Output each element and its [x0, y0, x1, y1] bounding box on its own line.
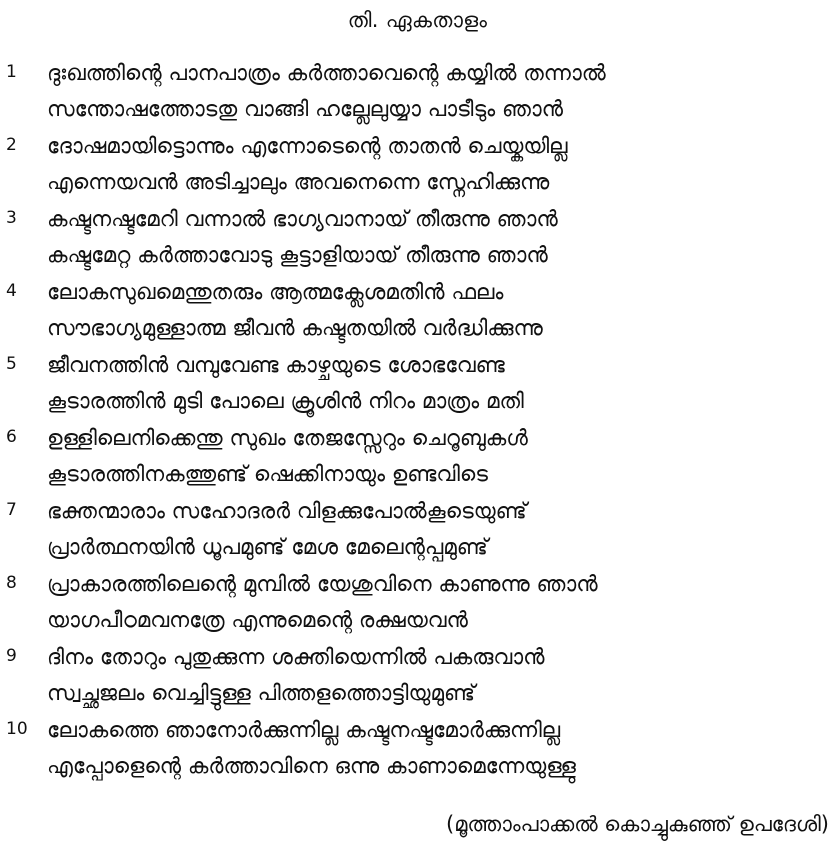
verse-number: 4	[6, 281, 17, 301]
verse	[0, 56, 835, 129]
verse-number: 1	[6, 62, 17, 82]
verse	[0, 202, 835, 275]
verse-number: 9	[6, 646, 17, 666]
verse-line: സന്തോഷത്തോടതു വാങ്ങി ഹല്ലേലുയ്യാ പാടീടും ഞാൻ	[47, 97, 564, 122]
verse-line: പ്രാകാരത്തിലെന്റെ മുമ്പിൽ യേശുവിനെ കാണുന്നു ഞാൻ	[47, 572, 598, 597]
verse-number: 6	[6, 427, 17, 447]
verse-text	[47, 713, 827, 785]
verse-text	[47, 129, 827, 201]
verse-number: 10	[6, 719, 28, 739]
verse-line: എന്നെയവൻ അടിച്ചാലും അവനെന്നെ സ്നേഹിക്കുന്നു	[47, 170, 550, 195]
verse	[0, 640, 835, 713]
verse-line: ദോഷമായിട്ടൊന്നും എന്നോടെന്റെ താതൻ ചെയ്കയില്ല	[47, 134, 568, 159]
verse-text	[47, 567, 827, 639]
verse	[0, 421, 835, 494]
verse-line: ദുഃഖത്തിന്റെ പാനപാത്രം കർത്താവെന്റെ കയ്യിൽ തന്നാൽ	[47, 61, 606, 86]
verse-line: കഷ്ടനഷ്ടമേറി വന്നാൽ ഭാഗ്യവാനായ് തീരുന്നു ഞാൻ	[47, 207, 558, 232]
verse	[0, 567, 835, 640]
verse-line: ഉള്ളിലെനിക്കെന്തു സുഖം തേജസ്സേറും ചെറൂബുകൾ	[47, 426, 528, 451]
verse-text	[47, 275, 827, 347]
verse-line: ദിനം തോറും പുതുക്കുന്ന ശക്തിയെന്നിൽ പകരുവാൻ	[47, 645, 545, 670]
verse-number: 3	[6, 208, 17, 228]
verse-line: എപ്പോളെന്റെ കർത്താവിനെ ഒന്നു കാണാമെന്നേയുള്ളു	[47, 754, 576, 779]
verse-line: സൗഭാഗ്യമുള്ളാത്മ ജീവൻ കഷ്ടതയിൽ വർദ്ധിക്കുന്നു	[47, 316, 543, 341]
verse-line: പ്രാർത്ഥനയിൻ ധൂപമുണ്ട് മേശ മേലെന്റപ്പമുണ്ട്	[47, 535, 488, 560]
verse-line: യാഗപീഠമവനത്രേ എന്നുമെന്റെ രക്ഷയവൻ	[47, 608, 468, 633]
verse-number: 7	[6, 500, 17, 520]
verse-text	[47, 421, 827, 493]
verse	[0, 494, 835, 567]
verse-text	[47, 56, 827, 128]
verse-line: ജീവനത്തിൻ വമ്പുവേണ്ട കാഴ്ചയുടെ ശോഭവേണ്ട	[47, 353, 505, 378]
verse-list	[0, 56, 835, 786]
verse-line: കൂടാരത്തിനകത്തുണ്ട് ഷെക്കിനായും ഉണ്ടവിടെ	[47, 462, 488, 487]
verse-line: ലോകസുഖമെന്തുതരും ആത്മക്ലേശമതിൻ ഫലം	[47, 280, 504, 305]
verse-line: കൂടാരത്തിൻ മുടി പോലെ ക്രൂശിൻ നിറം മാത്രം മതി	[47, 389, 524, 414]
verse-text	[47, 202, 827, 274]
verse	[0, 129, 835, 202]
hymn-title: തി. ഏകതാളം	[347, 8, 488, 32]
verse-line: കഷ്ടമേറ്റ കർത്താവോടു കൂട്ടാളിയായ് തീരുന്നു ഞാൻ	[47, 243, 548, 268]
verse-line: ഭക്തന്മാരാം സഹോദരർ വിളക്കുപോൽകൂടെയുണ്ട്	[47, 499, 527, 524]
verse-text	[47, 348, 827, 420]
author-attribution: (മൂത്താംപാക്കൽ കൊച്ചുകുഞ്ഞ് ഉപദേശി)	[446, 812, 829, 836]
verse-number: 8	[6, 573, 17, 593]
verse-number: 5	[6, 354, 17, 374]
verse-line: സ്വച്ഛജലം വെച്ചിട്ടുള്ള പിത്തളത്തൊട്ടിയുമുണ്ട്	[47, 681, 475, 706]
verse-number: 2	[6, 135, 17, 155]
verse-line: ലോകത്തെ ഞാനോർക്കുന്നില്ല കഷ്ടനഷ്ടമോർക്കുന്നില്ല	[47, 718, 561, 743]
verse	[0, 713, 835, 786]
verse	[0, 348, 835, 421]
verse-text	[47, 640, 827, 712]
verse-text	[47, 494, 827, 566]
verse	[0, 275, 835, 348]
